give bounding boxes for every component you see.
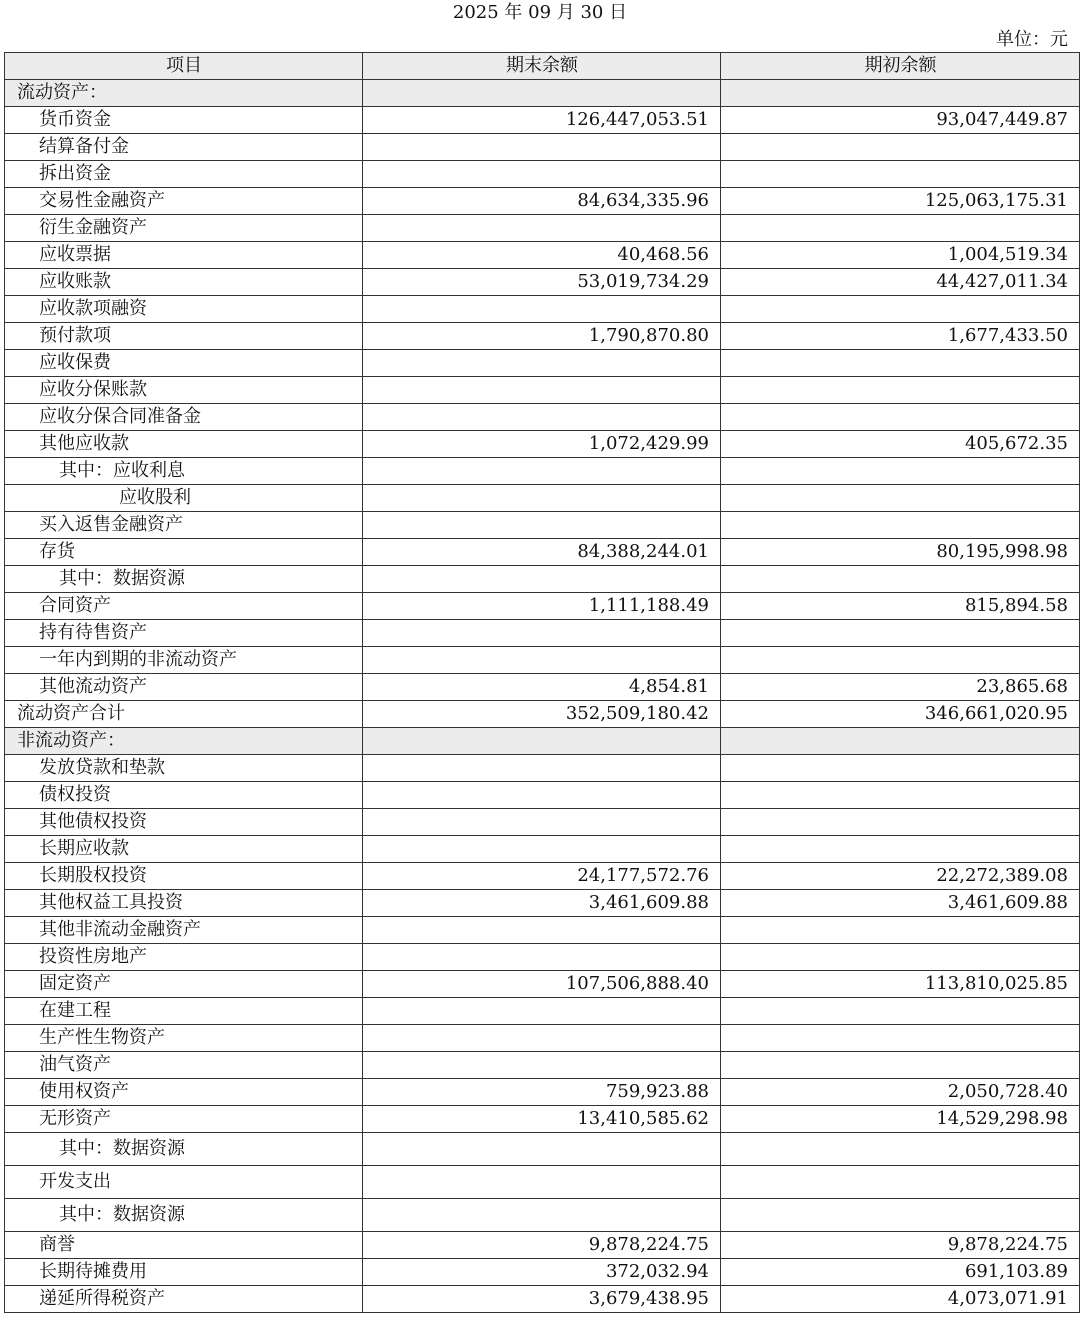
row-label: 应收保费 <box>5 350 363 377</box>
row-label: 其中：数据资源 <box>5 566 363 593</box>
begin-balance-cell: 1,677,433.50 <box>721 323 1080 350</box>
table-row <box>5 377 1080 404</box>
end-balance-cell: 84,388,244.01 <box>363 539 721 566</box>
end-balance-cell <box>363 1133 721 1166</box>
table-row <box>5 836 1080 863</box>
end-balance-cell <box>363 377 721 404</box>
table-row <box>5 1052 1080 1079</box>
row-label: 商誉 <box>5 1232 363 1259</box>
row-label: 长期待摊费用 <box>5 1259 363 1286</box>
row-label: 其他应收款 <box>5 431 363 458</box>
end-balance-cell <box>363 134 721 161</box>
row-label: 买入返售金融资产 <box>5 512 363 539</box>
table-row <box>5 80 1080 107</box>
table-row <box>5 350 1080 377</box>
row-label: 债权投资 <box>5 782 363 809</box>
begin-balance-cell <box>721 836 1080 863</box>
end-balance-cell: 13,410,585.62 <box>363 1106 721 1133</box>
end-balance-cell: 372,032.94 <box>363 1259 721 1286</box>
end-balance-cell <box>363 404 721 431</box>
begin-balance-cell <box>721 80 1080 107</box>
row-label: 衍生金融资产 <box>5 215 363 242</box>
end-balance-cell <box>363 755 721 782</box>
row-label: 应收股利 <box>5 485 363 512</box>
row-label: 拆出资金 <box>5 161 363 188</box>
table-row <box>5 539 1080 566</box>
table-row <box>5 458 1080 485</box>
begin-balance-cell <box>721 620 1080 647</box>
row-label: 合同资产 <box>5 593 363 620</box>
row-label: 长期股权投资 <box>5 863 363 890</box>
row-label: 在建工程 <box>5 998 363 1025</box>
row-label: 其他流动资产 <box>5 674 363 701</box>
begin-balance-cell <box>721 728 1080 755</box>
report-date: 2025 年 09 月 30 日 <box>452 2 628 23</box>
table-row <box>5 1232 1080 1259</box>
row-label: 交易性金融资产 <box>5 188 363 215</box>
begin-balance-cell: 14,529,298.98 <box>721 1106 1080 1133</box>
row-label: 流动资产合计 <box>5 701 363 728</box>
begin-balance-cell <box>721 215 1080 242</box>
row-label: 递延所得税资产 <box>5 1286 363 1313</box>
end-balance-cell <box>363 836 721 863</box>
begin-balance-cell <box>721 809 1080 836</box>
table-row <box>5 296 1080 323</box>
table-row <box>5 755 1080 782</box>
table-row <box>5 485 1080 512</box>
end-balance-cell: 107,506,888.40 <box>363 971 721 998</box>
table-row <box>5 404 1080 431</box>
end-balance-cell: 40,468.56 <box>363 242 721 269</box>
begin-balance-cell: 23,865.68 <box>721 674 1080 701</box>
end-balance-cell: 24,177,572.76 <box>363 863 721 890</box>
end-balance-cell: 84,634,335.96 <box>363 188 721 215</box>
table-row <box>5 1133 1080 1166</box>
begin-balance-cell: 113,810,025.85 <box>721 971 1080 998</box>
end-balance-cell: 1,111,188.49 <box>363 593 721 620</box>
row-label: 应收分保合同准备金 <box>5 404 363 431</box>
begin-balance-cell <box>721 485 1080 512</box>
table-row <box>5 512 1080 539</box>
row-label: 投资性房地产 <box>5 944 363 971</box>
table-row <box>5 1259 1080 1286</box>
balance-sheet-table <box>4 52 1080 1313</box>
row-label: 其他非流动金融资产 <box>5 917 363 944</box>
table-row <box>5 242 1080 269</box>
end-balance-cell <box>363 1052 721 1079</box>
column-header-end-balance: 期末余额 <box>363 53 721 80</box>
begin-balance-cell <box>721 1025 1080 1052</box>
begin-balance-cell <box>721 755 1080 782</box>
begin-balance-cell: 2,050,728.40 <box>721 1079 1080 1106</box>
row-label: 其他债权投资 <box>5 809 363 836</box>
table-row <box>5 674 1080 701</box>
row-label: 无形资产 <box>5 1106 363 1133</box>
end-balance-cell <box>363 296 721 323</box>
table-row <box>5 1079 1080 1106</box>
table-row <box>5 566 1080 593</box>
table-row <box>5 269 1080 296</box>
row-label: 固定资产 <box>5 971 363 998</box>
begin-balance-cell <box>721 404 1080 431</box>
table-row <box>5 971 1080 998</box>
begin-balance-cell <box>721 917 1080 944</box>
table-row <box>5 323 1080 350</box>
end-balance-cell <box>363 998 721 1025</box>
row-label: 结算备付金 <box>5 134 363 161</box>
table-row <box>5 863 1080 890</box>
row-label: 油气资产 <box>5 1052 363 1079</box>
table-row <box>5 134 1080 161</box>
begin-balance-cell <box>721 350 1080 377</box>
begin-balance-cell: 9,878,224.75 <box>721 1232 1080 1259</box>
table-row <box>5 809 1080 836</box>
begin-balance-cell <box>721 458 1080 485</box>
row-label: 生产性生物资产 <box>5 1025 363 1052</box>
row-label: 预付款项 <box>5 323 363 350</box>
table-row <box>5 647 1080 674</box>
row-label: 应收账款 <box>5 269 363 296</box>
end-balance-cell <box>363 161 721 188</box>
begin-balance-cell: 93,047,449.87 <box>721 107 1080 134</box>
row-label: 应收款项融资 <box>5 296 363 323</box>
begin-balance-cell <box>721 296 1080 323</box>
row-label: 流动资产： <box>5 80 363 107</box>
row-label: 货币资金 <box>5 107 363 134</box>
end-balance-cell <box>363 1025 721 1052</box>
table-row <box>5 782 1080 809</box>
begin-balance-cell <box>721 1052 1080 1079</box>
end-balance-cell: 53,019,734.29 <box>363 269 721 296</box>
table-row <box>5 917 1080 944</box>
end-balance-cell <box>363 566 721 593</box>
table-row <box>5 728 1080 755</box>
begin-balance-cell: 3,461,609.88 <box>721 890 1080 917</box>
end-balance-cell <box>363 512 721 539</box>
end-balance-cell: 9,878,224.75 <box>363 1232 721 1259</box>
row-label: 其他权益工具投资 <box>5 890 363 917</box>
table-row <box>5 890 1080 917</box>
row-label: 其中：数据资源 <box>5 1199 363 1232</box>
begin-balance-cell <box>721 566 1080 593</box>
row-label: 持有待售资产 <box>5 620 363 647</box>
table-row <box>5 593 1080 620</box>
begin-balance-cell <box>721 134 1080 161</box>
end-balance-cell: 3,679,438.95 <box>363 1286 721 1313</box>
row-label: 长期应收款 <box>5 836 363 863</box>
begin-balance-cell <box>721 1133 1080 1166</box>
begin-balance-cell: 815,894.58 <box>721 593 1080 620</box>
begin-balance-cell: 405,672.35 <box>721 431 1080 458</box>
begin-balance-cell: 346,661,020.95 <box>721 701 1080 728</box>
begin-balance-cell <box>721 647 1080 674</box>
table-body <box>5 80 1080 1313</box>
begin-balance-cell: 22,272,389.08 <box>721 863 1080 890</box>
unit-label: 单位：元 <box>996 29 1068 50</box>
begin-balance-cell <box>721 161 1080 188</box>
table-row <box>5 1286 1080 1313</box>
begin-balance-cell: 4,073,071.91 <box>721 1286 1080 1313</box>
table-row <box>5 215 1080 242</box>
row-label: 非流动资产： <box>5 728 363 755</box>
begin-balance-cell <box>721 782 1080 809</box>
begin-balance-cell <box>721 377 1080 404</box>
row-label: 其中：数据资源 <box>5 1133 363 1166</box>
end-balance-cell <box>363 350 721 377</box>
begin-balance-cell: 125,063,175.31 <box>721 188 1080 215</box>
row-label: 开发支出 <box>5 1166 363 1199</box>
column-header-item: 项目 <box>5 53 363 80</box>
table-row <box>5 998 1080 1025</box>
end-balance-cell <box>363 917 721 944</box>
begin-balance-cell: 1,004,519.34 <box>721 242 1080 269</box>
begin-balance-cell <box>721 1199 1080 1232</box>
begin-balance-cell <box>721 944 1080 971</box>
row-label: 存货 <box>5 539 363 566</box>
end-balance-cell <box>363 782 721 809</box>
table-row <box>5 1025 1080 1052</box>
table-row <box>5 188 1080 215</box>
end-balance-cell: 1,072,429.99 <box>363 431 721 458</box>
table-row <box>5 1106 1080 1133</box>
table-row <box>5 1199 1080 1232</box>
row-label: 使用权资产 <box>5 1079 363 1106</box>
table-row <box>5 620 1080 647</box>
row-label: 发放贷款和垫款 <box>5 755 363 782</box>
end-balance-cell <box>363 215 721 242</box>
end-balance-cell: 4,854.81 <box>363 674 721 701</box>
end-balance-cell <box>363 458 721 485</box>
end-balance-cell: 352,509,180.42 <box>363 701 721 728</box>
end-balance-cell <box>363 620 721 647</box>
table-row <box>5 161 1080 188</box>
begin-balance-cell: 80,195,998.98 <box>721 539 1080 566</box>
row-label: 应收分保账款 <box>5 377 363 404</box>
end-balance-cell <box>363 1166 721 1199</box>
end-balance-cell: 759,923.88 <box>363 1079 721 1106</box>
begin-balance-cell <box>721 998 1080 1025</box>
row-label: 一年内到期的非流动资产 <box>5 647 363 674</box>
end-balance-cell <box>363 944 721 971</box>
table-row <box>5 431 1080 458</box>
row-label: 其中：应收利息 <box>5 458 363 485</box>
end-balance-cell <box>363 485 721 512</box>
end-balance-cell <box>363 809 721 836</box>
end-balance-cell: 3,461,609.88 <box>363 890 721 917</box>
end-balance-cell: 1,790,870.80 <box>363 323 721 350</box>
begin-balance-cell <box>721 512 1080 539</box>
column-header-begin-balance: 期初余额 <box>721 53 1080 80</box>
end-balance-cell <box>363 80 721 107</box>
row-label: 应收票据 <box>5 242 363 269</box>
begin-balance-cell: 44,427,011.34 <box>721 269 1080 296</box>
end-balance-cell: 126,447,053.51 <box>363 107 721 134</box>
table-row <box>5 701 1080 728</box>
end-balance-cell <box>363 1199 721 1232</box>
end-balance-cell <box>363 728 721 755</box>
table-row <box>5 107 1080 134</box>
table-header-row <box>5 53 1080 80</box>
begin-balance-cell <box>721 1166 1080 1199</box>
end-balance-cell <box>363 647 721 674</box>
table-row <box>5 944 1080 971</box>
begin-balance-cell: 691,103.89 <box>721 1259 1080 1286</box>
table-row <box>5 1166 1080 1199</box>
